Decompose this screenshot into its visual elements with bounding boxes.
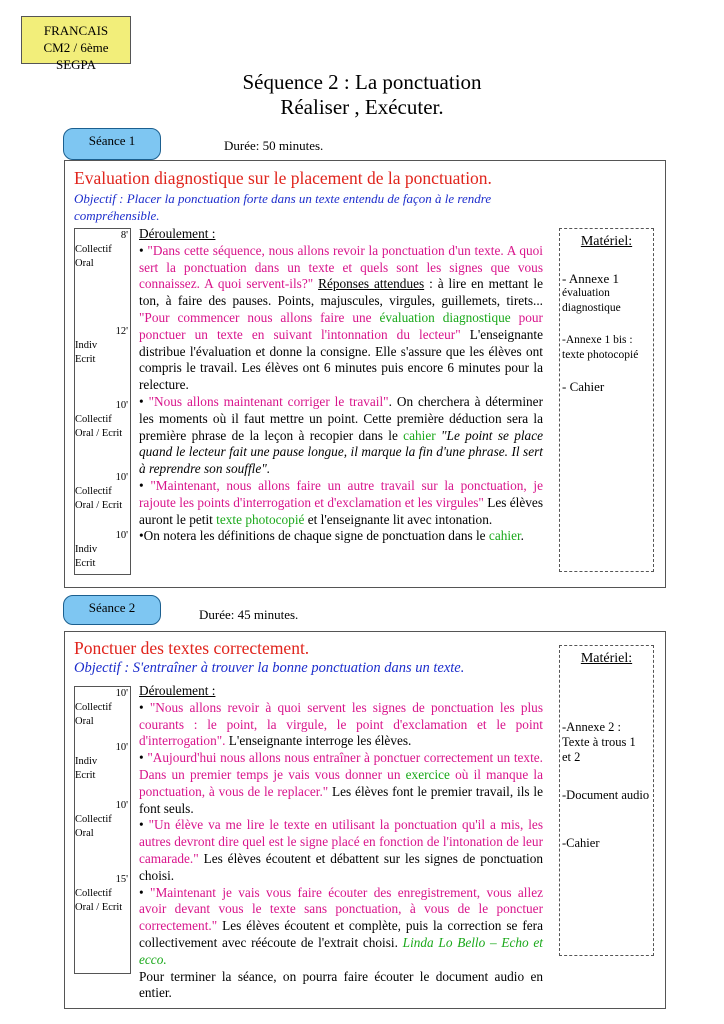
slot-type: Oral / Ecrit <box>75 428 123 439</box>
slot-type: Ecrit <box>75 770 96 781</box>
session-2-objective: Objectif : S'entraîner à trouver la bonne ponctuation dans un texte. <box>74 660 465 676</box>
slot-time: 10' <box>115 400 128 411</box>
slot-type: Ecrit <box>75 558 96 569</box>
step-4: • "Maintenant je vais vous faire écouter des enregistrement, vous allez avoir devant vous le texte sans ponctuation, à vous de le ponctuer correctement." Les élèves écoutent et complète, puis la correction se fera collectivement avec réécoute de l'extrait choisi. Linda Lo Bello – Echo et ecco. <box>139 884 544 967</box>
material-item: - Annexe 1 évaluation diagnostique <box>562 271 621 314</box>
material-item: -Annexe 2 : Texte à trous 1 et 2 <box>562 720 636 764</box>
session-1-heading: Evaluation diagnostique sur le placement de la ponctuation. <box>74 168 492 188</box>
session-1-content <box>139 226 543 545</box>
session-2-materials <box>559 645 654 956</box>
slot-time: 10' <box>115 800 128 811</box>
time-slot <box>75 687 130 729</box>
deroulement-label: Déroulement : <box>139 683 216 698</box>
material-item: - Cahier <box>562 379 605 394</box>
slot-type: Oral / Ecrit <box>75 500 123 511</box>
session-1-label: Séance 1 <box>63 128 161 160</box>
subject-label <box>21 16 131 72</box>
page-subtitle: Réaliser , Exécuter. <box>280 95 444 119</box>
slot-mode: Collectif <box>75 244 112 255</box>
slot-type: Ecrit <box>75 354 96 365</box>
deroulement-label: Déroulement : <box>139 226 216 241</box>
slot-time: 15' <box>115 874 128 885</box>
subject-line: FRANCAIS <box>43 23 109 38</box>
materials-heading: Matériel: <box>580 651 633 666</box>
slot-time: 10' <box>115 530 128 541</box>
time-slot <box>75 529 130 571</box>
session-2-content <box>139 683 543 1002</box>
session-2-duration: Durée: 45 minutes. <box>199 607 299 622</box>
slot-mode: Collectif <box>75 702 112 713</box>
page-title: Séquence 2 : La ponctuation <box>242 70 482 94</box>
step-1: • "Dans cette séquence, nous allons revoir la ponctuation d'un texte. A quoi sert la ponctuation dans un texte et quels sont les signes que vous connaissez. A quoi servent-ils?" Réponses attendues : à lire en mettant le ton, à faire des pauses. Points, majuscules, virgules, guillemets, tirets... "Pour commencer nous allons faire une évaluation diagnostique pour ponctuer un texte en suivant l'intonnation du lecteur" L'enseignante distribue l'évaluation et donne la consigne. Elle s'assure que les élèves ont compris le travail. Les élèves ont 6 minutes puis encore 6 minutes pour la relecture. <box>139 242 543 393</box>
session-1-objective: Objectif : Placer la ponctuation forte dans un texte entendu de façon à le rendre compréhensible. <box>74 191 492 223</box>
session-1-duration: Durée: 50 minutes. <box>224 138 324 153</box>
step-2: • "Aujourd'hui nous allons nous entraîner à ponctuer correctement un texte. Dans un premier temps je vais vous donner un exercice où il manque la ponctuation, à vous de le replacer." Les élèves font le premier travail, ils le font seuls. <box>139 750 544 816</box>
step-2: • "Nous allons maintenant corriger le travail". On cherchera à déterminer les moments où il faut mettre un point. Cette première déduction sera la première phrase de la leçon à recopier dans le cahier "Le point se place quand le lecteur fait une pause longue, il marque la fin d'une phrase. Il sert à reprendre son souffle". <box>139 393 544 477</box>
slot-mode: Collectif <box>75 814 112 825</box>
class-line: CM2 / 6ème SEGPA <box>43 40 109 72</box>
slot-time: 10' <box>115 688 128 699</box>
step-4: •On notera les définitions de chaque signe de ponctuation dans le cahier. <box>139 528 524 544</box>
slot-mode: Collectif <box>75 414 112 425</box>
session-1-materials <box>559 228 654 572</box>
step-3: • "Un élève va me lire le texte en utilisant la ponctuation qu'il a mis, les autres devront dire quel est le signe placé en fonction de l'intonation de leur camarade." Les élèves écoutent et débattent sur les signes de ponctuation choisi. <box>139 817 543 883</box>
step-3: • "Maintenant, nous allons faire un autre travail sur la ponctuation, je rajoute les points d'interrogation et d'exclamation et les virgules" Les élèves auront le petit texte photocopié et l'enseignante lit avec intonation. <box>139 477 544 527</box>
session-2-heading: Ponctuer des textes correctement. <box>74 638 310 658</box>
time-slot <box>75 325 130 367</box>
slot-time: 8' <box>120 230 128 241</box>
step-5: Pour terminer la séance, on pourra faire écouter le document audio en entier. <box>139 968 543 1001</box>
time-slot <box>75 229 130 271</box>
slot-mode: Indiv <box>75 544 98 555</box>
slot-type: Oral / Ecrit <box>75 902 123 913</box>
time-slot <box>75 741 130 783</box>
session-2-timeline <box>74 686 131 974</box>
material-item: -Annexe 1 bis : texte photocopié <box>562 334 639 361</box>
slot-mode: Collectif <box>75 888 112 899</box>
material-item: -Document audio <box>562 788 650 802</box>
materials-heading: Matériel: <box>580 234 633 249</box>
slot-type: Oral <box>75 716 94 727</box>
slot-time: 10' <box>115 742 128 753</box>
slot-mode: Indiv <box>75 340 98 351</box>
slot-type: Oral <box>75 828 94 839</box>
step-1: • "Nous allons revoir à quoi servent les signes de ponctuation les plus courants : le point, la virgule, le point d'exclamation et le point d'interrogation". L'enseignante interroge les élèves. <box>139 699 544 749</box>
session-2-label: Séance 2 <box>63 595 161 625</box>
time-slot <box>75 799 130 841</box>
slot-time: 10' <box>115 472 128 483</box>
time-slot <box>75 873 130 915</box>
time-slot <box>75 399 130 441</box>
time-slot <box>75 471 130 513</box>
slot-type: Oral <box>75 258 94 269</box>
slot-mode: Indiv <box>75 756 98 767</box>
material-item: -Cahier <box>562 836 600 850</box>
slot-mode: Collectif <box>75 486 112 497</box>
slot-time: 12' <box>115 326 128 337</box>
session-1-timeline <box>74 228 131 575</box>
